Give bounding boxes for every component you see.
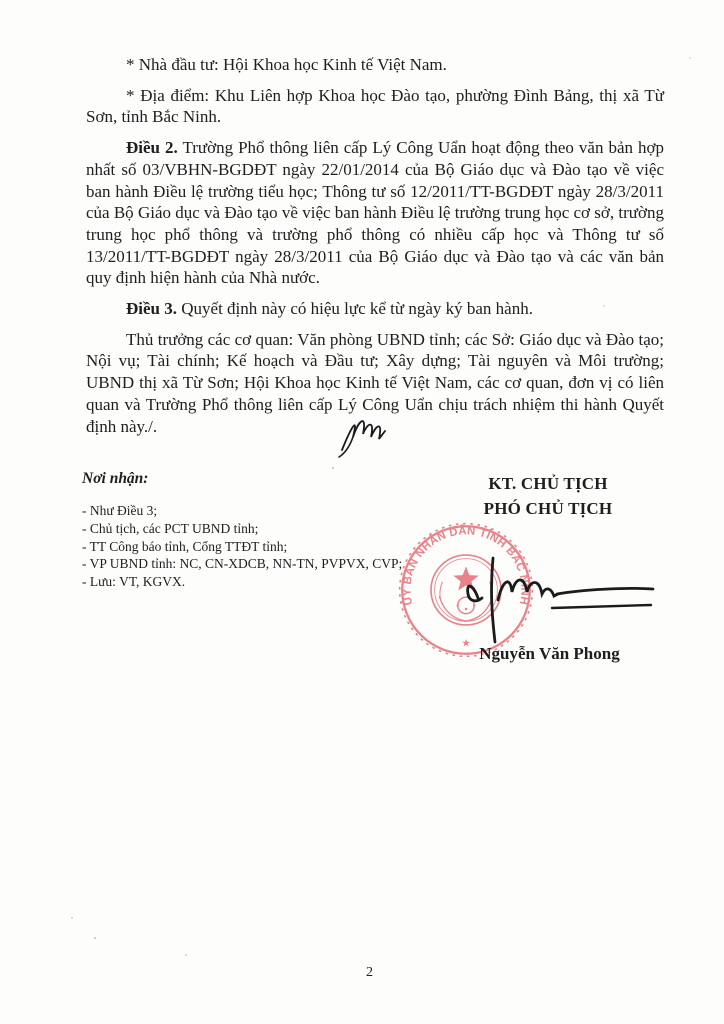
paragraph-investor [86,54,664,76]
recipients-block [82,470,442,591]
page-number: 2 [366,965,373,980]
paragraph-text: * Địa điểm: Khu Liên hợp Khoa học Đào tạo, phường Đình Bảng, thị xã Từ Sơn, tỉnh Bắc Ninh. [86,85,664,127]
article-3-label: Điều 3. [126,299,177,319]
article-2-label: Điều 2. [126,138,178,158]
seal-text: ỦY BAN NHÂN DÂN TỈNH BẮC NINH [401,525,531,607]
signature-title-line2: PHÓ CHỦ TỊCH [483,498,613,518]
paragraph-text: Thủ trưởng các cơ quan: Văn phòng UBND tỉnh; các Sở: Giáo dục và Đào tạo; Nội vụ; Tài chính; Kế hoạch và Đầu tư; Xây dựng; Tài nguyên và Môi trường; UBND thị xã Từ Sơn; Hội Khoa học Kinh tế Việt Nam, các cơ quan, đơn vị có liên quan và Trường Phổ thông liên cấp Lý Công Uẩn chịu trách nhiệm thi hành Quyết định này./. [86,329,664,436]
paragraph-text: Trường Phổ thông liên cấp Lý Công Uẩn hoạt động theo văn bản hợp nhất số 03/VBHN-BGDĐT ngày 22/01/2014 của Bộ Giáo dục và Đào tạo về việc ban hành Điều lệ trường tiểu học; Thông tư số 12/2011/TT-BGDĐT ngày 28/3/2011 của Bộ Giáo dục và Đào tạo về việc ban hành Điều lệ trường trung học cơ sở, trường trung học phổ thông và trường phổ thông có nhiều cấp học và Thông tư số 13/2011/TT-BGDĐT ngày 28/3/2011 của Bộ Giáo dục và Đào tạo và các văn bản quy định hiện hành của Nhà nước. [86,138,664,288]
paragraph-article-3 [86,298,664,320]
paragraph-text: Quyết định này có hiệu lực kể từ ngày ký ban hành. [177,299,533,319]
recipients-list [82,502,442,591]
paraph-initials [332,404,394,460]
signature-title-line1: KT. CHỦ TỊCH [488,474,608,493]
seal-star-icon: ★ [461,638,471,650]
recipients-heading: Nơi nhận: [82,470,149,487]
document-body [86,54,664,446]
recipient-item: - Chủ tịch, các PCT UBND tỉnh; [82,520,259,536]
recipient-item: - VP UBND tỉnh: NC, CN-XDCB, NN-TN, PVPVX, CVP; [82,556,403,572]
signature-title-block [448,472,648,521]
recipient-item: - Lưu: VT, KGVX. [82,574,186,590]
recipient-item: - Như Điều 3; [82,503,158,518]
recipient-item: - TT Công báo tỉnh, Cổng TTĐT tỉnh; [82,538,288,554]
paragraph-text: * Nhà đầu tư: Hội Khoa học Kinh tế Việt Nam. [126,55,447,74]
paragraph-location [86,85,664,128]
paragraph-article-2 [86,137,664,289]
signer-name: Nguyễn Văn Phong [479,644,620,663]
